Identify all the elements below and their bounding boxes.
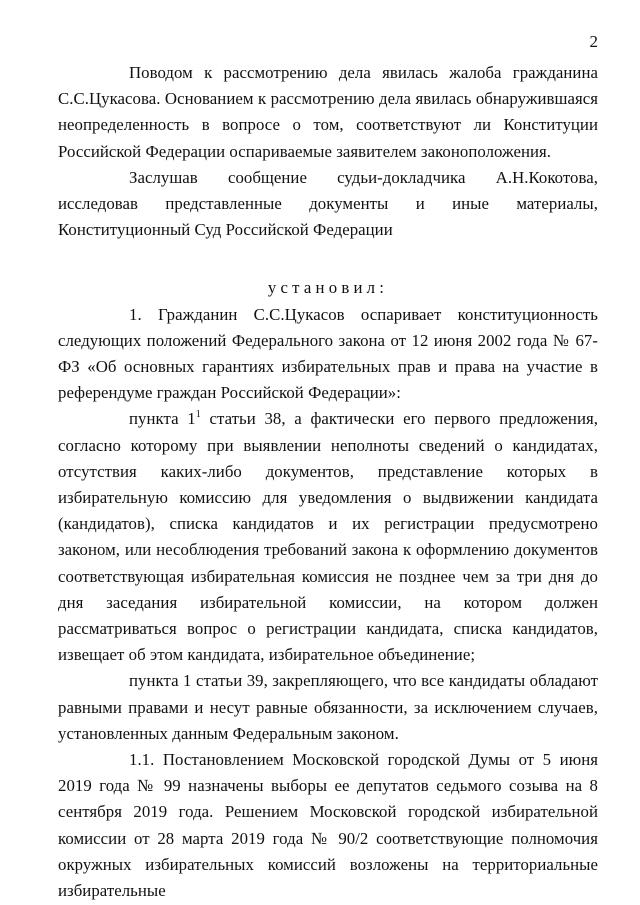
section-heading-ustanovil: установил: bbox=[267, 278, 389, 298]
superscript-marker: 1 bbox=[195, 409, 201, 421]
paragraph-1-1: 1.1. Постановлением Московской городской Думы от 5 июня 2019 года № 99 назначены выборы ее депутатов седьмого созыва на 8 сентября 2019 года. Решением Московской городской избирательной комиссии от 28 марта 2019 года № 90/2 соответствующие полномочия окружных избирательных комиссий возложены на территориальные избирательные bbox=[58, 750, 598, 901]
section-gap bbox=[58, 243, 598, 275]
paragraph-claim: 1. Гражданин С.С.Цукасов оспаривает конституционность следующих положений Федерального закона от 12 июня 2002 года № 67-ФЗ «Об основных гарантиях избирательных прав и права на участие в референдуме граждан Российской Федерации»: bbox=[58, 304, 598, 403]
article-38-prefix: пункта 1 bbox=[129, 409, 196, 429]
article-38-text: статьи 38, а фактически его первого предложения, согласно которому при выявлении неполноты сведений о кандидатах, отсутствия каких-либо документов, представление которых в избирательную комиссию для уведомления о выдвижении кандидата (кандидатов), списка кандидатов и их регистрации предусмотрено законом, или несоблюдения требований закона к оформлению документов соответствующая избирательная комиссия не позднее чем за три дня до дня заседания избирательной комиссии, на котором должен рассматриваться вопрос о регистрации кандидата, списка кандидатов, извещает об этом кандидата, избирательное объединение; bbox=[58, 409, 598, 665]
paragraph-article-39: пункта 1 статьи 39, закрепляющего, что все кандидаты обладают равными правами и несут равные обязанности, за исключением случаев, установленных данным Федеральным законом. bbox=[58, 671, 598, 743]
paragraph-grounds: Поводом к рассмотрению дела явилась жалоба гражданина С.С.Цукасова. Основанием к рассмотрению дела явилась обнаружившаяся неопределенность в вопросе о том, соответствуют ли Конституции Российской Федерации оспариваемые заявителем законоположения. bbox=[58, 63, 598, 161]
paragraph-article-38 bbox=[58, 406, 598, 668]
page-number: 2 bbox=[589, 32, 598, 51]
document-body bbox=[58, 60, 598, 904]
paragraph-hearing: Заслушав сообщение судьи-докладчика А.Н.Кокотова, исследовав представленные документы и иные материалы, Конституционный Суд Российской Федерации bbox=[58, 167, 598, 240]
